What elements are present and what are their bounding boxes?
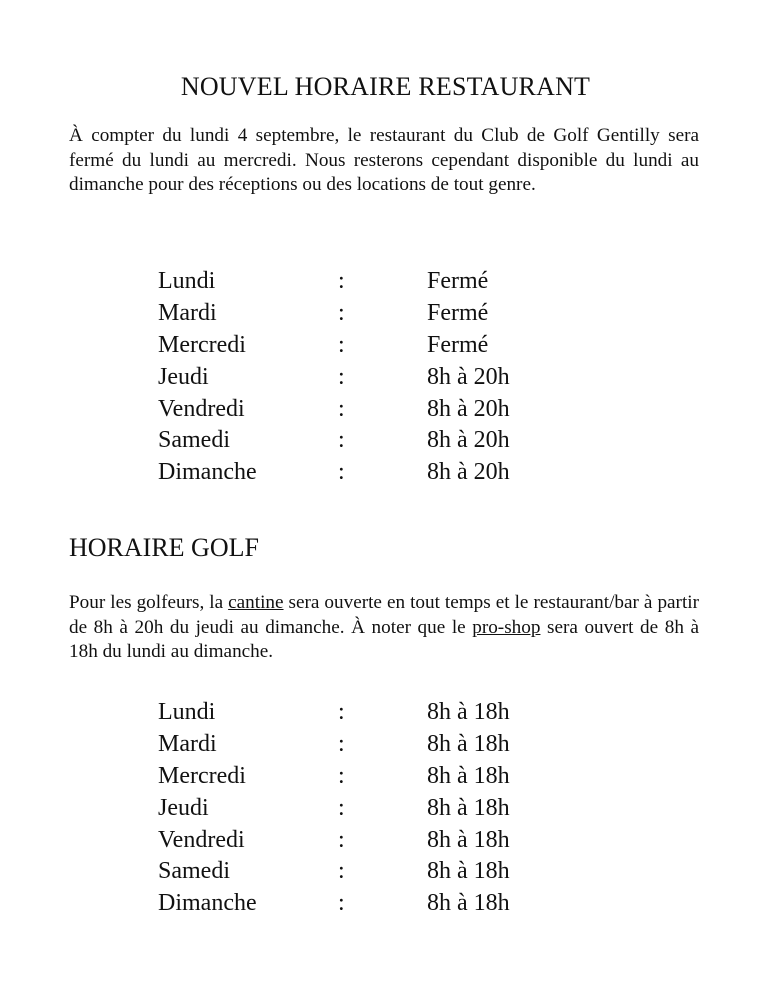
schedule-row-mardi [158,298,578,330]
day-label: Mercredi [158,762,246,789]
day-label: Samedi [158,427,230,454]
schedule-row-mercredi [158,330,578,362]
golf-text-part2: sera ouverte en tout temps et le restaurant/bar à partir de 8h à 20h du jeudi au dimanche. À noter que le [69,592,700,638]
schedule-row-jeudi [158,793,578,825]
separator: : [338,331,345,358]
day-label: Mercredi [158,331,246,358]
separator: : [338,459,345,486]
hours-value: 8h à 20h [427,459,510,486]
separator: : [338,794,345,821]
restaurant-announcement: À compter du lundi 4 septembre, le restaurant du Club de Golf Gentilly sera fermé du lundi au mercredi. Nous resterons cependant disponible du lundi au dimanche pour des réceptions ou des locations de tout genre. [69,125,699,195]
day-label: Samedi [158,858,230,885]
schedule-row-dimanche [158,457,578,489]
separator: : [338,730,345,757]
schedule-row-lundi [158,697,578,729]
hours-value: Fermé [427,331,489,358]
separator: : [338,826,345,853]
hours-value: 8h à 18h [427,890,510,917]
schedule-row-lundi [158,266,578,298]
golf-section-heading: HORAIRE GOLF [69,533,259,562]
day-label: Vendredi [158,826,245,853]
hours-value: 8h à 20h [427,363,510,390]
schedule-row-jeudi [158,362,578,394]
golf-text-part1: Pour les golfeurs, la [69,592,229,613]
hours-value: 8h à 20h [427,395,510,422]
hours-value: 8h à 18h [427,762,510,789]
day-label: Mardi [158,299,217,326]
schedule-row-mardi [158,729,578,761]
restaurant-schedule [158,266,578,489]
separator: : [338,427,345,454]
golf-schedule [158,697,578,920]
schedule-row-dimanche [158,888,578,920]
schedule-row-samedi [158,425,578,457]
day-label: Jeudi [158,794,209,821]
day-label: Dimanche [158,459,257,486]
separator: : [338,858,345,885]
hours-value: 8h à 18h [427,794,510,821]
day-label: Vendredi [158,395,245,422]
separator: : [338,299,345,326]
separator: : [338,699,345,725]
hours-value: 8h à 18h [427,858,510,885]
day-label: Jeudi [158,363,209,390]
hours-value: 8h à 18h [427,826,510,853]
schedule-row-samedi [158,856,578,888]
hours-value: Fermé [427,299,489,326]
day-label: Mardi [158,730,217,757]
hours-value: 8h à 18h [427,730,510,757]
schedule-row-vendredi [158,394,578,426]
page-title: NOUVEL HORAIRE RESTAURANT [180,72,591,101]
hours-value: Fermé [427,268,489,294]
golf-announcement [69,591,699,665]
schedule-row-mercredi [158,761,578,793]
day-label: Lundi [158,699,216,725]
separator: : [338,268,345,294]
cantine-underlined-text: cantine [228,592,284,613]
separator: : [338,395,345,422]
schedule-row-vendredi [158,825,578,857]
hours-value: 8h à 18h [427,699,510,725]
hours-value: 8h à 20h [427,427,510,454]
separator: : [338,762,345,789]
golf-text-part3: sera ouvert de 8h à 18h du lundi au dimanche. [69,616,699,662]
day-label: Lundi [158,268,216,294]
pro-shop-underlined-text: pro-shop [472,616,541,638]
separator: : [338,363,345,390]
separator: : [338,890,345,917]
day-label: Dimanche [158,890,257,917]
